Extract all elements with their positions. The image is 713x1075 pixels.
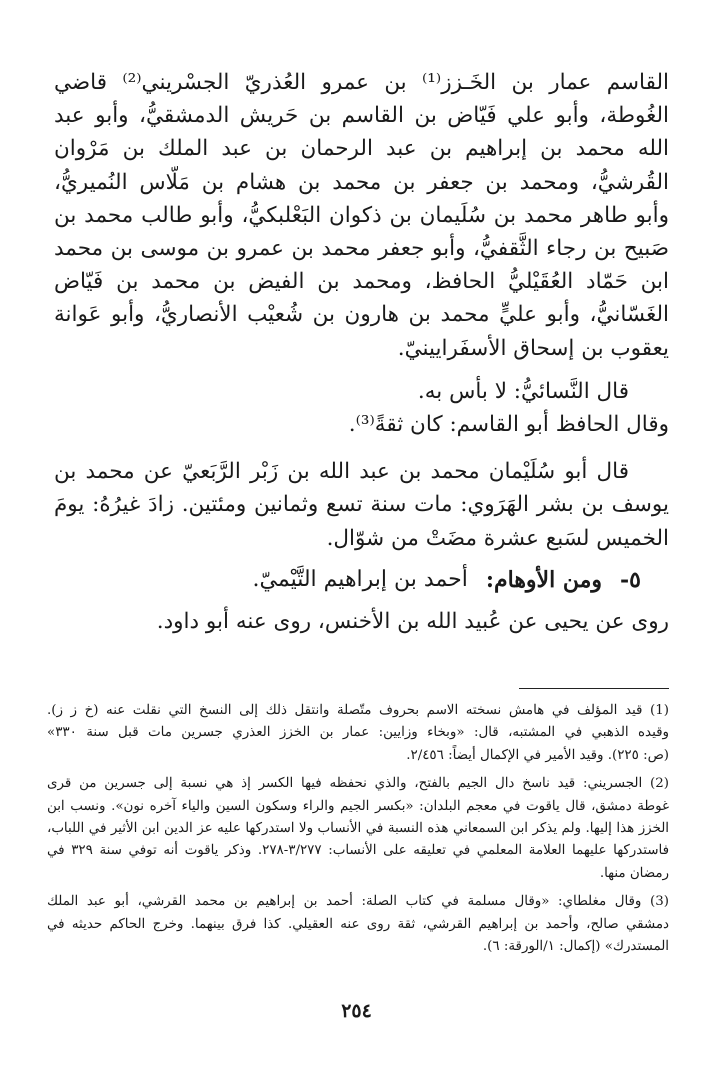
text-line: القُرشيُّ، ومحمد بن جعفر بن محمد بن هشام بن مَلّاس النُميريُّ، — [54, 169, 669, 195]
text-line: وقال الحافظ أبو القاسم: كان ثقةً⁽³⁾. — [348, 412, 669, 438]
footnote-line: المستدرك» (إكمال: ١/الورقة: ٦). — [482, 939, 669, 955]
footnote-line: رمضان منها. — [599, 865, 669, 881]
text-line: قال أبو سُلَيْمان محمد بن عبد الله بن زَبْر الرَّبَعيّ عن محمد بن — [54, 459, 629, 485]
transmission-paragraph — [54, 605, 669, 638]
text-line: الغَسّانيُّ، وأبو عليٍّ محمد بن هارون بن شُعيْب الأنصاريُّ، وأبو عَوانة — [54, 302, 669, 328]
entry-label: ومن الأوهام: — [485, 566, 603, 593]
footnote-1 — [47, 700, 669, 767]
text-line: الغُوطة، وأبو علي فَيّاض بن القاسم بن حَريش الدمشقيُّ، وأبو عبد — [54, 103, 669, 129]
text-line: قال النَّسائيُّ: لا بأس به. — [417, 378, 629, 404]
footnote-line: (1) قيد المؤلف في هامش نسخته الاسم بحروف متّصلة وانتقل ذلك إلى النسخ التي نقلت عنه (خ ز ز). — [47, 703, 669, 718]
footnote-line: الخزز هذا إليها. ولم يذكر ابن السمعاني هذه النسبة في الأنساب ولا استدركها عليه عز الدين ابن الأثير في اللباب، — [47, 821, 669, 837]
footnote-3 — [47, 891, 669, 958]
footnote-line: (2) الجسريني: قيد ناسخ دال الجيم بالفتح، والذي نحفظه فيها الكسر إذ هي نسبة إلى جسرين من قرى — [47, 776, 669, 792]
footnote-line: فاستدركها عليهما العلامة المعلمي في تعليقه على الأنساب: ٣/٢٧٧-٢٧٨. وذكر ياقوت أنه توفي سنة ٣٢٩ في — [47, 843, 669, 859]
narrators-paragraph — [54, 66, 669, 365]
assessment-paragraph — [54, 375, 669, 441]
footnote-line: غوطة دمشق، قال ياقوت في معجم البلدان: «بكسر الجيم والراء وسكون السين والياء آخره نون». ونسب ابن — [47, 798, 669, 814]
footnote-line: وقيده الذهبي في المشتبه، قال: «وبخاء وزايين: عمار بن الخزز العذري جسرين مات قبل سنة ٣٣٠» — [47, 725, 669, 741]
main-text — [54, 66, 669, 638]
text-line: الله محمد بن إبراهيم بن عبد الرحمان بن عبد الملك بن مَرْوان — [54, 136, 669, 162]
entry-name: أحمد بن إبراهيم التَّيْميّ. — [252, 566, 468, 592]
death-date-paragraph — [54, 455, 669, 555]
footnotes — [47, 700, 669, 964]
text-line: روى عن يحيى عن عُبيد الله بن الأخنس، روى عنه أبو داود. — [156, 608, 669, 634]
text-line: صَبيح بن رجاء الثَّقفيُّ، وأبو جعفر محمد بن عمرو بن موسى بن محمد — [54, 236, 669, 262]
footnote-divider — [519, 688, 669, 689]
page-number: ٢٥٤ — [341, 1000, 372, 1022]
footnote-line: (ص: ٢٢٥). وقيد الأمير في الإكمال أيضاً: ٢/٤٥٦. — [406, 747, 669, 763]
text-line: وأبو طاهر محمد بن سُلَيمان بن ذكوان البَعْلبكيُّ، وأبو طالب محمد بن — [54, 202, 669, 228]
footnote-2 — [47, 773, 669, 885]
text-line: يوسف بن بشر الهَرَوي: مات سنة تسع وثمانين ومئتين. زادَ غيرُهُ: يومَ — [54, 492, 669, 518]
entry-number: ٥- — [620, 566, 641, 593]
text-line: ابن حَمّاد العُقَيْليُّ الحافظ، ومحمد بن الفيض بن محمد بن فَيّاض — [54, 269, 669, 295]
footnote-line: دمشقي صالح، وأحمد بن إبراهيم القرشي، ثقة روى عنه العقيلي. كذا فرق بينهما. وخرج الحاكم حديثه في — [47, 916, 669, 932]
text-line: القاسم عمار بن الخَـزز⁽¹⁾ بن عمرو العُذريّ الجسْريني⁽²⁾ قاضي — [54, 70, 669, 95]
entry-heading — [54, 563, 669, 597]
text-line: الخميس لسَبع عشرة مضَتْ من شوّال. — [326, 525, 669, 551]
footnote-line: (3) وقال مغلطاي: «وقال مسلمة في كتاب الصلة: أحمد بن إبراهيم بن محمد القرشي، أبو عبد الملك — [47, 894, 669, 910]
text-line: يعقوب بن إسحاق الأسفَرايينيّ. — [397, 335, 669, 361]
